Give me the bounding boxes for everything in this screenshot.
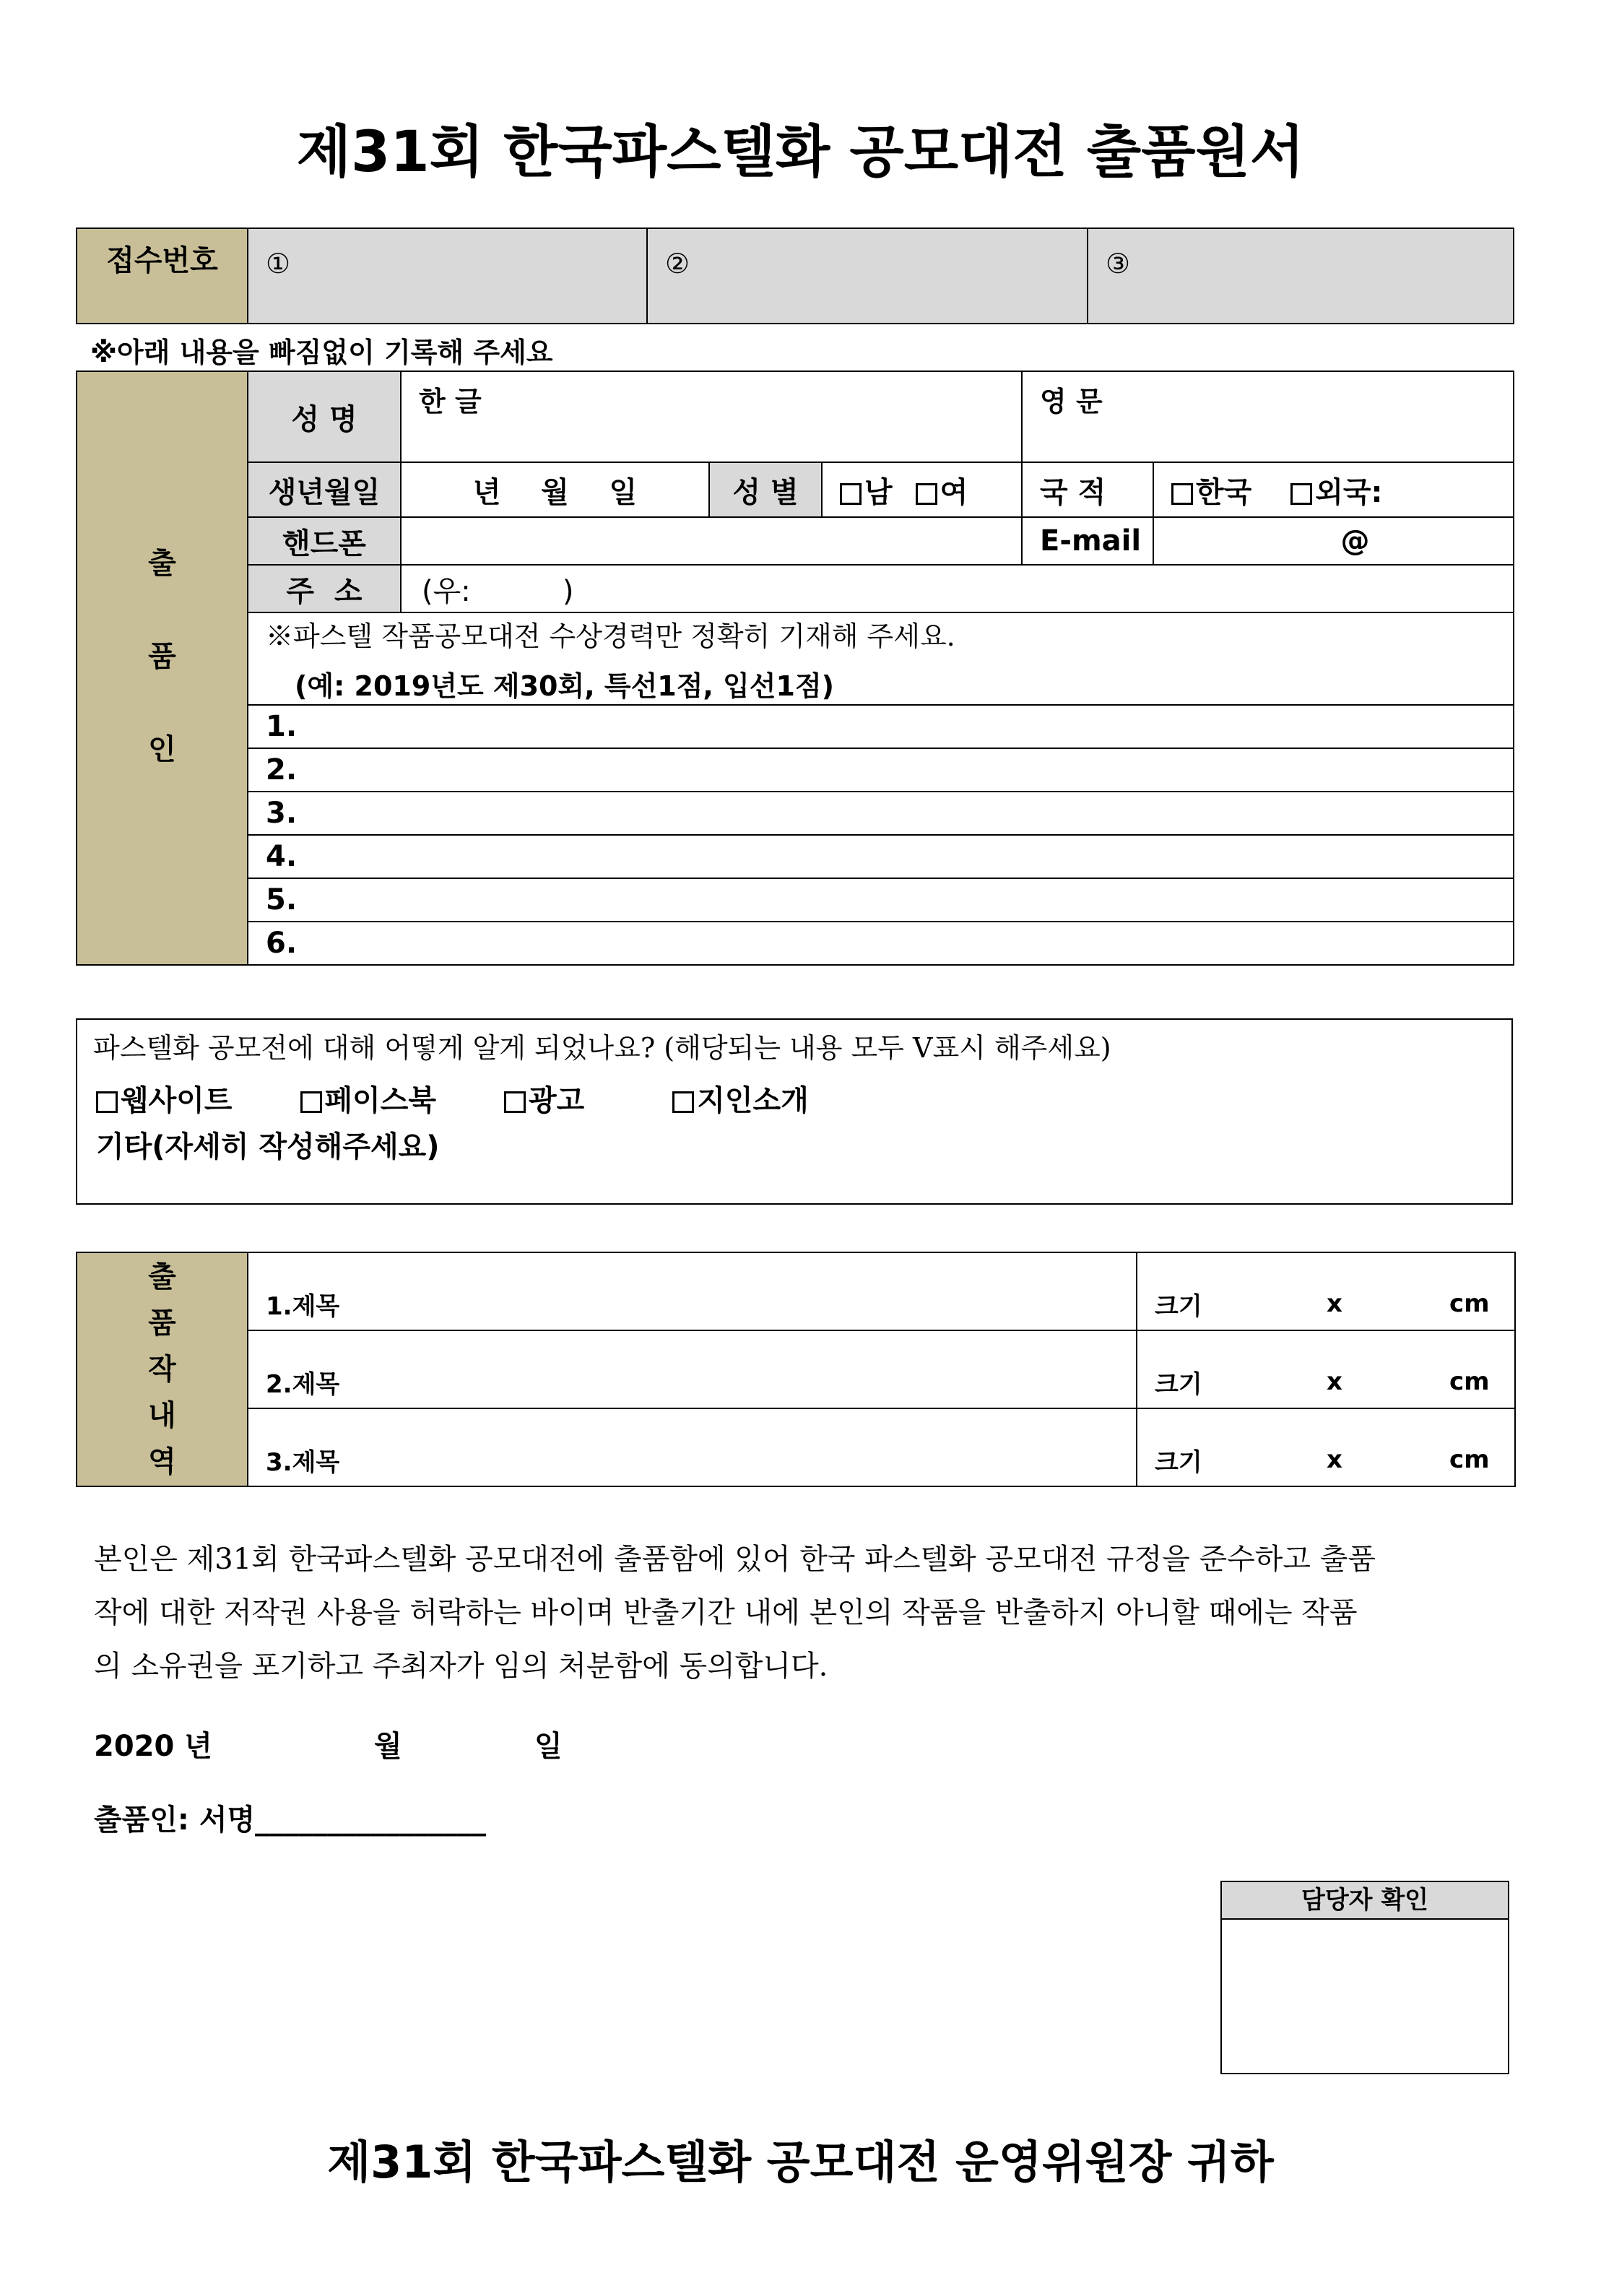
signature-line[interactable]: 출품인: 서명________________ (94, 1803, 487, 1837)
instruction-text: ※아래 내용을 빠짐없이 기록해 주세요 (90, 337, 553, 368)
work-title-3[interactable]: 3.제목 (248, 1408, 1137, 1486)
receipt-slot-3[interactable]: ③ (1088, 228, 1514, 324)
email-field[interactable]: @ (1153, 517, 1514, 565)
gender-female-label: 여 (940, 475, 968, 509)
survey-other-label: 기타(자세히 작성해주세요) (96, 1130, 440, 1164)
nationality-foreign-label: 외국: (1315, 475, 1383, 509)
award-note: ※파스텔 작품공모대전 수상경력만 정확히 기재해 주세요. (266, 620, 955, 652)
survey-box (76, 1018, 1513, 1205)
work-size-unit-2: cm (1449, 1367, 1490, 1396)
survey-options (96, 1078, 809, 1119)
works-char-2: 품 (148, 1307, 176, 1340)
option-ad-checkbox[interactable] (504, 1091, 526, 1113)
work-size-x-1: x (1327, 1289, 1342, 1318)
award-line-2[interactable]: 2. (248, 748, 1514, 792)
works-char-1: 출 (148, 1260, 176, 1294)
staff-check-label: 담당자 확인 (1222, 1882, 1508, 1920)
work-size-field-3[interactable] (1327, 1408, 1515, 1486)
gender-options (822, 462, 1022, 517)
nationality-korea-label: 한국 (1196, 475, 1252, 509)
work-title-1[interactable]: 1.제목 (248, 1252, 1137, 1330)
gender-female-checkbox[interactable] (916, 483, 937, 505)
award-note-cell (248, 612, 1514, 705)
receipt-table (76, 228, 1514, 324)
works-char-3: 작 (148, 1353, 176, 1386)
work-title-2[interactable]: 2.제목 (248, 1330, 1137, 1408)
option-referral-label: 지인소개 (697, 1084, 809, 1117)
agreement-line-1: 본인은 제31회 한국파스텔화 공모대전에 출품함에 있어 한국 파스텔화 공모대전 규정을 준수하고 출품 (94, 1543, 1376, 1576)
receipt-slot-1[interactable]: ① (248, 228, 647, 324)
phone-field[interactable] (401, 517, 1022, 565)
work-size-label-2: 크기 (1137, 1330, 1327, 1408)
agreement-line-3: 의 소유권을 포기하고 주최자가 임의 처분함에 동의합니다. (94, 1650, 828, 1683)
works-section-label (77, 1252, 248, 1486)
applicant-char-2: 품 (148, 639, 176, 673)
date-day: 일 (534, 1730, 563, 1763)
award-line-6[interactable]: 6. (248, 922, 1514, 965)
applicant-char-3: 인 (148, 732, 176, 766)
gender-male-label: 남 (864, 475, 893, 509)
receipt-slot-2[interactable]: ② (647, 228, 1088, 324)
date-month: 월 (374, 1730, 402, 1763)
agreement-line-2: 작에 대한 저작권 사용을 허락하는 바이며 반출기간 내에 본인의 작품을 반출하지 아니할 때에는 작품 (94, 1596, 1358, 1629)
award-line-4[interactable]: 4. (248, 835, 1514, 878)
gender-label: 성 별 (709, 462, 822, 517)
work-size-field-1[interactable] (1327, 1252, 1515, 1330)
email-label: E-mail (1022, 517, 1153, 565)
phone-label: 핸드폰 (248, 517, 401, 565)
work-size-field-2[interactable] (1327, 1330, 1515, 1408)
option-ad-label: 광고 (529, 1084, 585, 1117)
option-facebook-label: 페이스북 (324, 1084, 437, 1117)
nationality-korea-checkbox[interactable] (1171, 483, 1193, 505)
gender-male-checkbox[interactable] (840, 483, 862, 505)
work-size-label-1: 크기 (1137, 1252, 1327, 1330)
works-char-4: 내 (148, 1399, 176, 1432)
footer-recipient: 제31회 한국파스텔화 공모대전 운영위원장 귀하 (327, 2136, 1274, 2188)
agreement-text (94, 1533, 1509, 1693)
works-char-5: 역 (148, 1445, 176, 1478)
award-line-5[interactable]: 5. (248, 878, 1514, 922)
award-line-3[interactable]: 3. (248, 792, 1514, 835)
applicant-char-1: 출 (148, 546, 176, 580)
address-field[interactable]: (우: ) (401, 565, 1514, 612)
option-facebook-checkbox[interactable] (300, 1091, 322, 1113)
birth-field[interactable]: 년 월 일 (401, 462, 709, 517)
work-size-label-3: 크기 (1137, 1408, 1327, 1486)
survey-question: 파스텔화 공모전에 대해 어떻게 알게 되었나요? (해당되는 내용 모두 V표시 해주세요) (93, 1032, 1111, 1064)
work-size-unit-1: cm (1449, 1289, 1490, 1318)
work-size-x-3: x (1327, 1445, 1342, 1474)
address-label: 주 소 (248, 565, 401, 612)
receipt-label: 접수번호 (77, 228, 248, 324)
work-size-unit-3: cm (1449, 1445, 1490, 1474)
name-english-field[interactable]: 영 문 (1022, 371, 1514, 462)
option-website-label: 웹사이트 (121, 1084, 233, 1117)
birth-label: 생년월일 (248, 462, 401, 517)
page-title: 제31회 한국파스텔화 공모대전 출품원서 (296, 120, 1305, 185)
option-referral-checkbox[interactable] (672, 1091, 694, 1113)
option-website-checkbox[interactable] (96, 1091, 118, 1113)
date-year: 2020 년 (94, 1730, 212, 1763)
nationality-foreign-checkbox[interactable] (1290, 483, 1312, 505)
nationality-label: 국 적 (1022, 462, 1153, 517)
nationality-options (1153, 462, 1514, 517)
applicant-table (76, 371, 1514, 966)
award-example: (예: 2019년도 제30회, 특선1점, 입선1점) (295, 670, 835, 702)
works-table (76, 1252, 1516, 1487)
staff-check-box (1220, 1881, 1509, 2074)
name-korean-field[interactable]: 한 글 (401, 371, 1022, 462)
award-line-1[interactable]: 1. (248, 705, 1514, 748)
work-size-x-2: x (1327, 1367, 1342, 1396)
applicant-section-label (77, 371, 248, 965)
name-label: 성 명 (248, 371, 401, 462)
